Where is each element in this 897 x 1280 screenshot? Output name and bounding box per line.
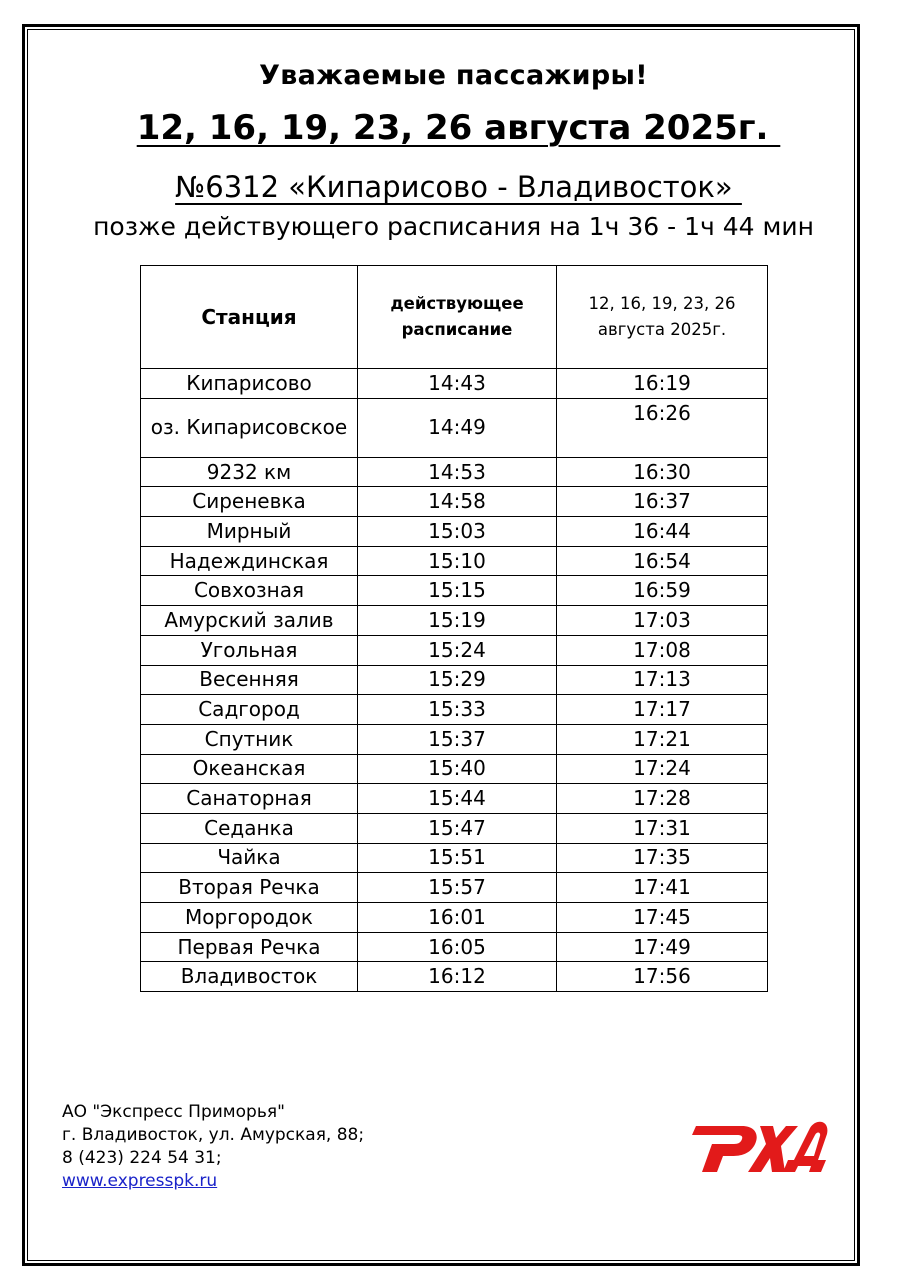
current-time-cell: 15:15 bbox=[358, 576, 557, 606]
schedule-body bbox=[141, 369, 768, 992]
new-time-cell: 17:24 bbox=[557, 754, 768, 784]
table-row bbox=[141, 754, 768, 784]
footer-phone: 8 (423) 224 54 31; bbox=[62, 1148, 222, 1168]
new-time-cell: 16:59 bbox=[557, 576, 768, 606]
table-row bbox=[141, 517, 768, 547]
station-cell: Моргородок bbox=[141, 903, 358, 933]
new-time-cell: 17:21 bbox=[557, 724, 768, 754]
station-cell: Санаторная bbox=[141, 784, 358, 814]
column-header-new-schedule bbox=[557, 266, 768, 369]
new-time-cell: 16:26 bbox=[557, 398, 768, 457]
new-time-cell: 16:30 bbox=[557, 457, 768, 487]
footer-address: г. Владивосток, ул. Амурская, 88; bbox=[62, 1125, 365, 1145]
station-cell: Угольная bbox=[141, 635, 358, 665]
station-cell: Амурский залив bbox=[141, 606, 358, 636]
new-time-cell: 17:49 bbox=[557, 932, 768, 962]
new-time-cell: 17:28 bbox=[557, 784, 768, 814]
dates-heading: 12, 16, 19, 23, 26 августа 2025г. bbox=[136, 108, 781, 148]
new-time-cell: 17:45 bbox=[557, 903, 768, 933]
table-header-row bbox=[141, 266, 768, 369]
station-cell: Первая Речка bbox=[141, 932, 358, 962]
new-time-cell: 16:37 bbox=[557, 487, 768, 517]
station-cell: Седанка bbox=[141, 813, 358, 843]
table-row bbox=[141, 903, 768, 933]
station-cell: Весенняя bbox=[141, 665, 358, 695]
current-time-cell: 15:40 bbox=[358, 754, 557, 784]
table-row bbox=[141, 546, 768, 576]
current-time-cell: 16:01 bbox=[358, 903, 557, 933]
station-cell: Садгород bbox=[141, 695, 358, 725]
delay-note: позже действующего расписания на 1ч 36 - 1ч 44 мин bbox=[93, 212, 814, 241]
column-header-current-schedule bbox=[358, 266, 557, 369]
station-cell: Сиреневка bbox=[141, 487, 358, 517]
station-cell: Спутник bbox=[141, 724, 358, 754]
table-row bbox=[141, 665, 768, 695]
new-time-cell: 17:41 bbox=[557, 873, 768, 903]
current-time-cell: 15:19 bbox=[358, 606, 557, 636]
table-row bbox=[141, 487, 768, 517]
current-time-cell: 15:24 bbox=[358, 635, 557, 665]
current-time-cell: 14:53 bbox=[358, 457, 557, 487]
table-row bbox=[141, 457, 768, 487]
current-time-cell: 15:10 bbox=[358, 546, 557, 576]
rzd-logo-icon bbox=[690, 1110, 832, 1176]
table-row bbox=[141, 606, 768, 636]
station-cell: Океанская bbox=[141, 754, 358, 784]
current-time-cell: 14:58 bbox=[358, 487, 557, 517]
current-time-cell: 15:57 bbox=[358, 873, 557, 903]
table-row bbox=[141, 635, 768, 665]
new-time-cell: 17:56 bbox=[557, 962, 768, 992]
table-row bbox=[141, 724, 768, 754]
footer-contacts bbox=[62, 1101, 364, 1193]
greeting-heading: Уважаемые пассажиры! bbox=[259, 60, 648, 91]
station-cell: Вторая Речка bbox=[141, 873, 358, 903]
column-header-new-line2: августа 2025г. bbox=[597, 320, 727, 339]
new-time-cell: 17:35 bbox=[557, 843, 768, 873]
new-time-cell: 17:03 bbox=[557, 606, 768, 636]
table-row bbox=[141, 932, 768, 962]
new-time-cell: 17:13 bbox=[557, 665, 768, 695]
current-time-cell: 15:03 bbox=[358, 517, 557, 547]
table-row bbox=[141, 576, 768, 606]
new-time-cell: 16:54 bbox=[557, 546, 768, 576]
new-time-cell: 16:44 bbox=[557, 517, 768, 547]
station-cell: Чайка bbox=[141, 843, 358, 873]
station-cell: Совхозная bbox=[141, 576, 358, 606]
current-time-cell: 15:51 bbox=[358, 843, 557, 873]
column-header-station: Станция bbox=[141, 266, 358, 369]
table-row bbox=[141, 813, 768, 843]
current-time-cell: 15:47 bbox=[358, 813, 557, 843]
current-time-cell: 15:44 bbox=[358, 784, 557, 814]
table-row bbox=[141, 695, 768, 725]
current-time-cell: 14:43 bbox=[358, 369, 557, 399]
current-time-cell: 15:37 bbox=[358, 724, 557, 754]
table-row bbox=[141, 784, 768, 814]
current-time-cell: 15:33 bbox=[358, 695, 557, 725]
station-cell: Владивосток bbox=[141, 962, 358, 992]
station-cell: 9232 км bbox=[141, 457, 358, 487]
column-header-current-line1: действующее bbox=[390, 294, 524, 314]
schedule-table bbox=[140, 265, 768, 992]
new-time-cell: 17:31 bbox=[557, 813, 768, 843]
column-header-new-line1: 12, 16, 19, 23, 26 bbox=[588, 294, 736, 314]
current-time-cell: 16:05 bbox=[358, 932, 557, 962]
new-time-cell: 17:17 bbox=[557, 695, 768, 725]
current-time-cell: 15:29 bbox=[358, 665, 557, 695]
station-cell: Надеждинская bbox=[141, 546, 358, 576]
new-time-cell: 17:08 bbox=[557, 635, 768, 665]
table-row bbox=[141, 398, 768, 457]
current-time-cell: 16:12 bbox=[358, 962, 557, 992]
new-time-cell: 16:19 bbox=[557, 369, 768, 399]
table-row bbox=[141, 369, 768, 399]
station-cell: Мирный bbox=[141, 517, 358, 547]
table-row bbox=[141, 843, 768, 873]
footer-company: АО "Экспресс Приморья" bbox=[62, 1102, 285, 1122]
current-time-cell: 14:49 bbox=[358, 398, 557, 457]
station-cell: Кипарисово bbox=[141, 369, 358, 399]
train-route-heading: №6312 «Кипарисово - Владивосток» bbox=[175, 170, 742, 204]
column-header-current-line2: расписание bbox=[401, 320, 513, 339]
table-row bbox=[141, 873, 768, 903]
footer-website-link[interactable]: www.expresspk.ru bbox=[62, 1171, 218, 1191]
station-cell: оз. Кипарисовское bbox=[141, 398, 358, 457]
table-row bbox=[141, 962, 768, 992]
